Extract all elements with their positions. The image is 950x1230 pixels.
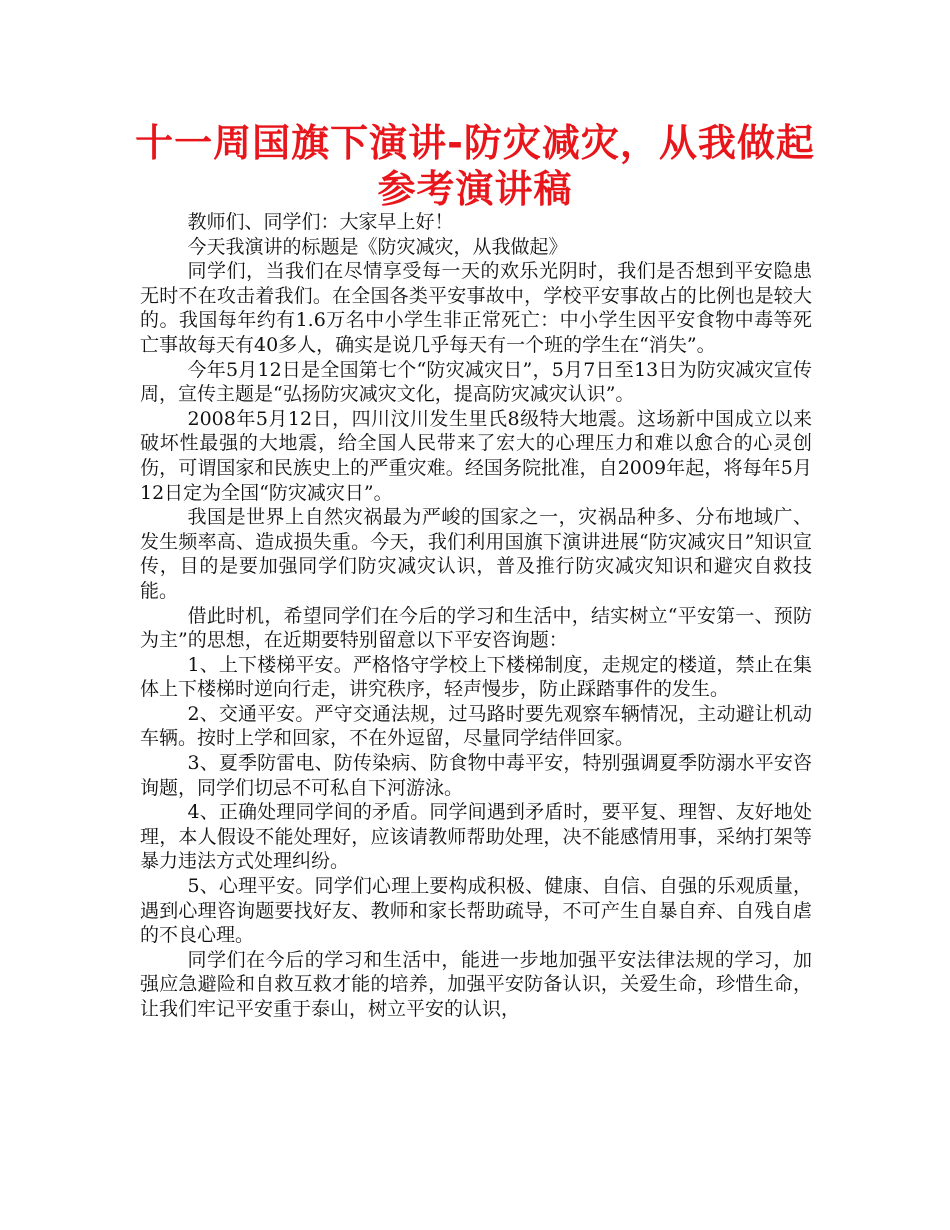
list-item: 5、心理平安。同学们心理上要构成积极、健康、自信、自强的乐观质量，遇到心理咨询题要找好友、教师和家长帮助疏导，不可产生自暴自弃、自残自虐的不良心理。 (140, 875, 812, 947)
document-title: 十一周国旗下演讲-防灾减灾，从我做起参考演讲稿 (135, 121, 815, 211)
paragraph: 我国是世界上自然灾祸最为严峻的国家之一，灾祸品种多、分布地域广、发生频率高、造成损失重。今天，我们利用国旗下演讲进展“防灾减灾日”知识宣传，目的是要加强同学们防灾减灾认识，普及推行防灾减灾知识和避灾自救技能。 (140, 506, 812, 602)
list-item: 4、正确处理同学间的矛盾。同学间遇到矛盾时，要平复、理智、友好地处理，本人假设不能处理好，应该请教师帮助处理，决不能感情用事，采纳打架等暴力违法方式处理纠纷。 (140, 801, 812, 873)
paragraph: 今年5月12日是全国第七个“防灾减灾日”，5月7日至13日为防灾减灾宣传周，宣传主题是“弘扬防灾减灾文化，提高防灾减灾认识”。 (140, 358, 812, 406)
list-item: 1、上下楼梯平安。严格恪守学校上下楼梯制度，走规定的楼道，禁止在集体上下楼梯时逆向行走，讲究秩序，轻声慢步，防止踩踏事件的发生。 (140, 653, 812, 701)
paragraph: 同学们，当我们在尽情享受每一天的欢乐光阴时，我们是否想到平安隐患无时不在攻击着我们。在全国各类平安事故中，学校平安事故占的比例也是较大的。我国每年约有1.6万名中小学生非正常死亡：中小学生因平安食物中毒等死亡事故每天有40多人，确实是说几乎每天有一个班的学生在“消失”。 (140, 260, 812, 356)
list-item: 3、夏季防雷电、防传染病、防食物中毒平安，特别强调夏季防溺水平安咨询题，同学们切忌不可私自下河游泳。 (140, 752, 812, 799)
document-body (140, 210, 812, 1022)
paragraph: 借此时机，希望同学们在今后的学习和生活中，结实树立“平安第一、预防为主”的思想，在近期要特别留意以下平安咨询题： (140, 604, 812, 652)
paragraph-topic: 今天我演讲的标题是《防灾减灾，从我做起》 (187, 235, 568, 258)
paragraph-greeting: 教师们、同学们：大家早上好！ (187, 211, 454, 233)
paragraph: 2008年5月12日，四川汶川发生里氏8级特大地震。这场新中国成立以来破坏性最强的大地震，给全国人民带来了宏大的心理压力和难以愈合的心灵创伤，可谓国家和民族史上的严重灾难。经国务院批准，自2009年起，将每年5月12日定为全国“防灾减灾日”。 (140, 407, 812, 504)
list-item: 2、交通平安。严守交通法规，过马路时要先观察车辆情况，主动避让机动车辆。按时上学和回家，不在外逗留，尽量同学结伴回家。 (140, 702, 812, 750)
paragraph: 同学们在今后的学习和生活中，能进一步地加强平安法律法规的学习，加强应急避险和自救互救才能的培养，加强平安防备认识，关爱生命，珍惜生命，让我们牢记平安重于泰山，树立平安的认识， (140, 948, 812, 1020)
